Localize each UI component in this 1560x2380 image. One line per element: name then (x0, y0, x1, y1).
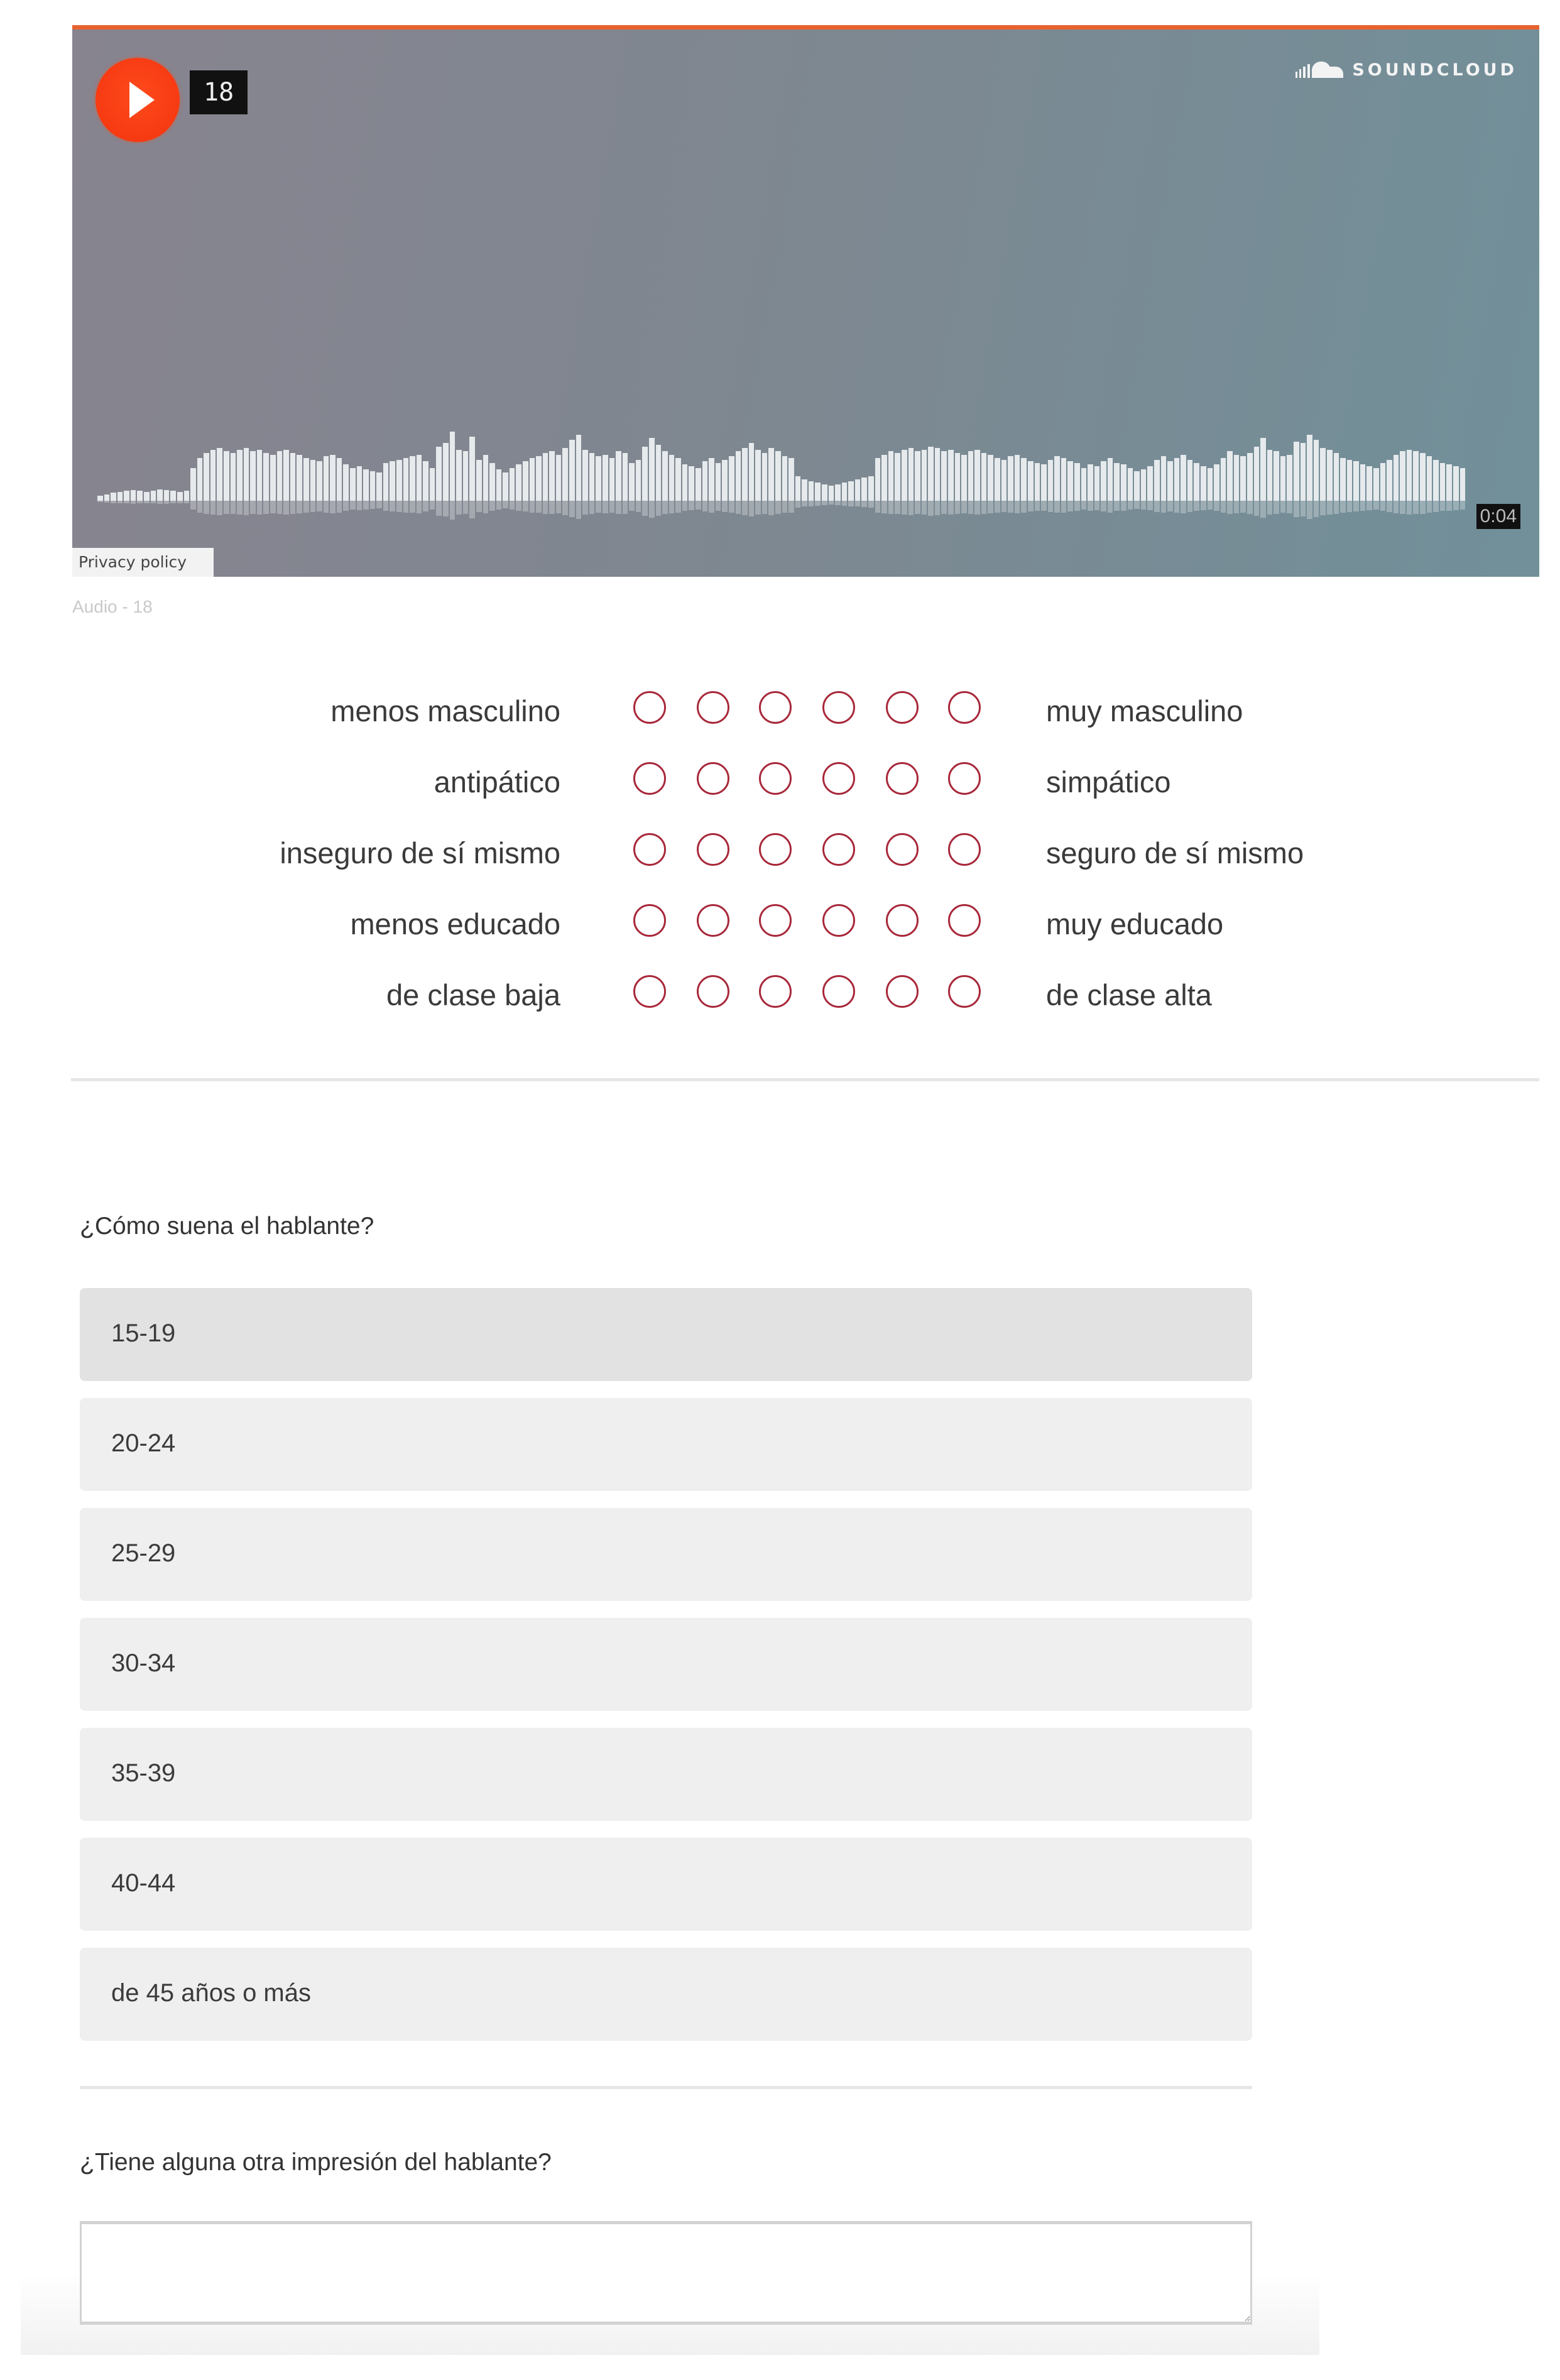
scale-radio-1[interactable] (633, 904, 666, 937)
scale-radio-3[interactable] (759, 833, 792, 866)
scale-row (0, 826, 1560, 876)
age-option[interactable] (80, 1838, 1252, 1931)
soundcloud-cloud-icon (1295, 60, 1343, 79)
age-option-label: 20-24 (111, 1429, 176, 1457)
age-option[interactable] (80, 1948, 1252, 2041)
age-option[interactable] (80, 1508, 1252, 1601)
scale-radio-1[interactable] (633, 833, 666, 866)
age-option[interactable] (80, 1728, 1252, 1821)
scale-radio-6[interactable] (948, 691, 981, 724)
age-option-label: 35-39 (111, 1759, 176, 1787)
soundcloud-brand: SOUNDCLOUD (1352, 60, 1517, 80)
scale-radio-3[interactable] (759, 904, 792, 937)
scale-radio-2[interactable] (697, 833, 729, 866)
scale-radio-1[interactable] (633, 975, 666, 1008)
scale-radio-6[interactable] (948, 762, 981, 795)
scale-left-anchor: antipático (434, 765, 560, 799)
scale-radio-6[interactable] (948, 904, 981, 937)
soundcloud-player[interactable] (72, 25, 1539, 577)
scale-left-anchor: menos masculino (330, 694, 560, 728)
scale-radio-3[interactable] (759, 975, 792, 1008)
scale-radio-4[interactable] (822, 691, 855, 724)
scale-radio-2[interactable] (697, 691, 729, 724)
duration-badge: 0:04 (1476, 504, 1520, 529)
scale-radio-6[interactable] (948, 975, 981, 1008)
age-option-label: de 45 años o más (111, 1979, 311, 2007)
scale-radio-1[interactable] (633, 762, 666, 795)
scale-radio-2[interactable] (697, 975, 729, 1008)
scale-radio-5[interactable] (886, 762, 919, 795)
audio-caption: Audio - 18 (72, 597, 153, 616)
scale-radio-5[interactable] (886, 975, 919, 1008)
track-title[interactable]: 18 (190, 70, 248, 114)
waveform-bars (97, 432, 1467, 501)
scale-radio-4[interactable] (822, 762, 855, 795)
question-divider (80, 2086, 1252, 2089)
scale-radio-4[interactable] (822, 975, 855, 1008)
scale-radio-1[interactable] (633, 691, 666, 724)
scale-right-anchor: simpático (1046, 765, 1171, 799)
scale-right-anchor: seguro de sí mismo (1046, 836, 1304, 870)
scale-radio-3[interactable] (759, 762, 792, 795)
soundcloud-logo[interactable] (1295, 60, 1517, 80)
scale-row (0, 684, 1560, 734)
age-option-label: 40-44 (111, 1869, 176, 1897)
age-option-label: 30-34 (111, 1649, 176, 1677)
scale-radio-5[interactable] (886, 833, 919, 866)
scale-radio-3[interactable] (759, 691, 792, 724)
scale-row (0, 897, 1560, 947)
age-option-label: 25-29 (111, 1539, 176, 1567)
scale-radio-4[interactable] (822, 833, 855, 866)
waveform-scrubber[interactable] (97, 432, 1467, 538)
scale-left-anchor: inseguro de sí mismo (280, 836, 560, 870)
comment-question-label: ¿Tiene alguna otra impresión del hablante? (80, 2149, 552, 2176)
scale-radio-4[interactable] (822, 904, 855, 937)
play-icon (129, 82, 155, 118)
scale-radio-5[interactable] (886, 904, 919, 937)
scale-left-anchor: menos educado (350, 907, 560, 941)
scale-radio-2[interactable] (697, 904, 729, 937)
scale-radio-5[interactable] (886, 691, 919, 724)
age-option[interactable] (80, 1618, 1252, 1711)
scale-right-anchor: de clase alta (1046, 978, 1212, 1012)
scale-row (0, 968, 1560, 1018)
age-option[interactable] (80, 1288, 1252, 1381)
scale-row (0, 755, 1560, 805)
scale-right-anchor: muy masculino (1046, 694, 1243, 728)
section-divider (71, 1078, 1539, 1081)
scale-left-anchor: de clase baja (386, 978, 560, 1012)
scale-radio-6[interactable] (948, 833, 981, 866)
age-option[interactable] (80, 1398, 1252, 1491)
play-button[interactable] (95, 58, 180, 142)
age-option-label: 15-19 (111, 1319, 176, 1347)
scale-right-anchor: muy educado (1046, 907, 1224, 941)
waveform-reflection (97, 501, 1467, 532)
privacy-policy-link[interactable]: Privacy policy (72, 548, 214, 577)
age-question-label: ¿Cómo suena el hablante? (80, 1213, 374, 1240)
scale-radio-2[interactable] (697, 762, 729, 795)
comment-textarea[interactable] (80, 2221, 1252, 2325)
